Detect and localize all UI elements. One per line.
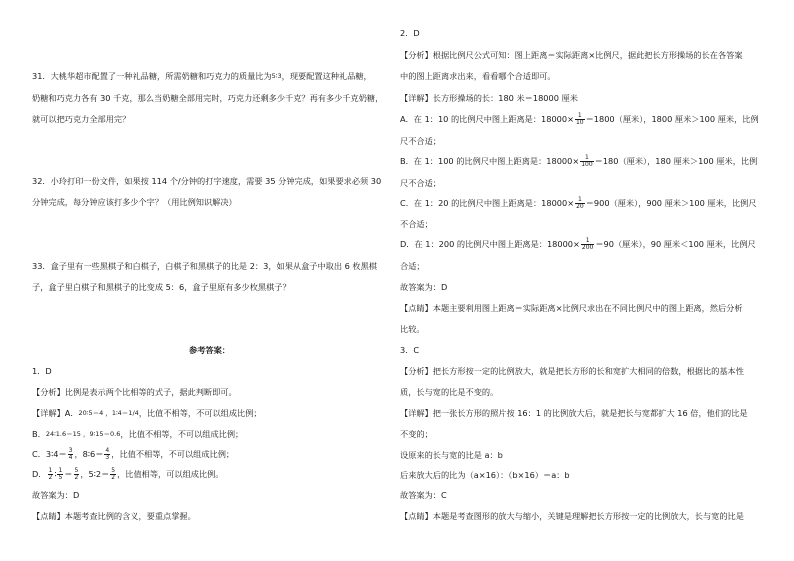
a2-c-text-2: ＝900（厘米），900 厘米＞100 厘米，比例尺 (585, 198, 757, 208)
fraction (580, 155, 593, 168)
answers-title: 参考答案： (189, 345, 230, 355)
a2-tip-2: 比较。 (400, 324, 425, 334)
numerator: 3 (68, 447, 73, 454)
denominator: 2 (111, 474, 116, 481)
a2-detail: 【详解】长方形操场的长：180 米＝18000 厘米 (400, 93, 578, 103)
a2-answer: 故答案为：D (400, 282, 448, 292)
fraction (57, 468, 63, 481)
a1-d-eq: ＝ (64, 469, 73, 479)
q33-line2: 子，盒子里白棋子和黑棋子的比变成 5：6，盒子里原有多少枚黑棋子？ (32, 282, 291, 292)
a2-option-d (400, 238, 756, 251)
numerator: 1 (58, 467, 63, 474)
a2-option-c-cont: 不合适； (400, 219, 433, 229)
a2-a-text-2: ＝1800（厘米），1800 厘米＞100 厘米，比例 (585, 114, 759, 124)
q31-line2: 奶糖和巧克力各有 30 千克，那么当奶糖全部用完时，巧克力还剩多少千克？再有多少千克奶糖， (32, 93, 384, 103)
fraction (104, 448, 110, 461)
a2-analysis-1: 【分析】根据比例尺公式可知：图上距离＝实际距离×比例尺，据此把长方形操场的长在各答案 (400, 50, 743, 60)
fraction (575, 113, 585, 126)
a2-option-b (400, 155, 757, 168)
a2-b-text: B．在 1：100 的比例尺中图上距离是：18000× (400, 156, 580, 166)
a1-tip: 【点睛】本题考查比例的含义，要重点掌握。 (32, 511, 196, 521)
a2-tip-1: 【点睛】本题主要利用图上距离＝实际距离×比例尺求出在不同比例尺中的图上距离，然后分析 (400, 303, 743, 313)
a2-b-text-2: ＝180（厘米），180 厘米＞100 厘米，比例 (594, 156, 758, 166)
q31-text-a: 31．大桃华超市配置了一种礼品糖，所需奶糖和巧克力的质量比为 (32, 71, 272, 81)
a3-tip: 【点睛】本题是考查图形的放大与缩小，关键是理解把长方形按一定的比例放大，长与宽的比是 (400, 511, 744, 521)
a1-d-mid: ，5∶2＝ (80, 469, 110, 479)
q32-line2: 分钟完成，每分钟应该打多少个字？（用比例知识解决） (32, 197, 237, 207)
a1-d-colon: ∶ (54, 469, 57, 479)
denominator: 3 (105, 454, 110, 461)
a3-analysis-2: 质，长与宽的比是不变的。 (400, 387, 499, 397)
q31-line3: 就可以把巧克力全部用完？ (32, 114, 131, 124)
a2-d-text-2: ＝90（厘米），90 厘米＜100 厘米，比例尺 (595, 239, 756, 249)
a2-number: 2．D (400, 28, 420, 38)
denominator: 10 (575, 119, 584, 126)
a1-a-expr: 20∶5＝4 ，1∶4＝1/4 (78, 409, 139, 417)
a1-detail-c (32, 448, 234, 461)
fraction (74, 468, 80, 481)
q33-line1: 33．盒子里有一些黑棋子和白棋子，白棋子和黑棋子的比是 2：3，如果从盒子中取出 6 枚黑棋 (32, 261, 377, 271)
a2-analysis-2: 中的图上距离求出来，看看哪个合适即可。 (400, 71, 556, 81)
fraction (110, 468, 116, 481)
numerator: 1 (581, 238, 594, 245)
denominator: 20 (576, 203, 584, 210)
denominator: 4 (68, 454, 73, 461)
a3-detail-1: 【详解】把一张长方形的照片按 16：1 的比例放大后，就是把长与宽都扩大 16 倍，他们的比是 (400, 408, 748, 418)
numerator: 1 (48, 467, 53, 474)
a1-b-post: ，比值不相等，不可以组成比例； (120, 429, 244, 439)
a1-detail-b (32, 429, 243, 440)
numerator: 1 (580, 155, 593, 162)
a1-a-label: 【详解】A． (32, 408, 79, 418)
denominator: 2 (74, 474, 79, 481)
a2-option-b-cont: 尺不合适； (400, 178, 441, 188)
a3-number: 3．C (400, 345, 420, 355)
denominator: 200 (581, 244, 594, 251)
a1-answer: 故答案为：D (32, 490, 80, 500)
a1-number: 1．D (32, 366, 52, 376)
q32-line1: 32．小玲打印一份文件，如果按 114 个/分钟的打字速度，需要 35 分钟完成，如果要求必须 30 (32, 176, 382, 186)
a1-d-post: ，比值相等，可以组成比例。 (117, 469, 224, 479)
q31-text-b: ，现要配置这种礼品糖， (281, 71, 372, 81)
q31-line1 (32, 71, 372, 82)
denominator: 2 (48, 474, 53, 481)
a2-option-d-cont: 合适； (400, 261, 425, 271)
a3-detail-2: 不变的； (400, 429, 433, 439)
a1-c-mid: ，8∶6＝ (74, 449, 104, 459)
a3-after: 后来放大后的比为（a×16）：（b×16）＝a：b (400, 470, 570, 480)
fraction (68, 448, 74, 461)
a2-a-text: A．在 1：10 的比例尺中图上距离是：18000× (400, 114, 574, 124)
a2-option-c (400, 197, 757, 210)
fraction (581, 238, 594, 251)
a3-analysis-1: 【分析】把长方形按一定的比例放大，就是把长方形的长和宽扩大相同的倍数，根据比的基本性 (400, 366, 744, 376)
q31-ratio: 5∶3 (271, 72, 282, 80)
fraction (575, 197, 585, 210)
a1-analysis: 【分析】比例是表示两个比相等的式子，据此判断即可。 (32, 387, 237, 397)
numerator: 5 (74, 467, 79, 474)
a1-c-label: C．3∶4＝ (32, 449, 67, 459)
fraction (48, 467, 57, 481)
a3-answer: 故答案为：C (400, 490, 447, 500)
a2-option-a-cont: 尺不合适； (400, 136, 441, 146)
a1-detail-d (32, 468, 224, 481)
a2-c-text: C．在 1：20 的比例尺中图上距离是：18000× (400, 198, 575, 208)
numerator: 1 (575, 113, 585, 120)
a1-detail-a (32, 408, 262, 419)
a2-d-text: D．在 1：200 的比例尺中图上距离是：18000× (400, 239, 580, 249)
a1-b-label: B． (32, 429, 46, 439)
denominator: 5 (58, 474, 63, 481)
numerator: 4 (105, 447, 110, 454)
a1-c-post: ，比值不相等，不可以组成比例； (111, 449, 235, 459)
a1-a-post: ，比值不相等，不可以组成比例； (138, 408, 262, 418)
numerator: 1 (575, 197, 585, 204)
a2-option-a (400, 113, 759, 126)
a1-d-label: D． (32, 469, 47, 479)
denominator: 100 (581, 161, 593, 168)
numerator: 5 (111, 467, 116, 474)
a1-b-expr: 24∶1.6＝15 ，9∶15＝0.6 (45, 430, 121, 438)
a3-set: 设原来的长与宽的比是 a：b (400, 450, 503, 460)
